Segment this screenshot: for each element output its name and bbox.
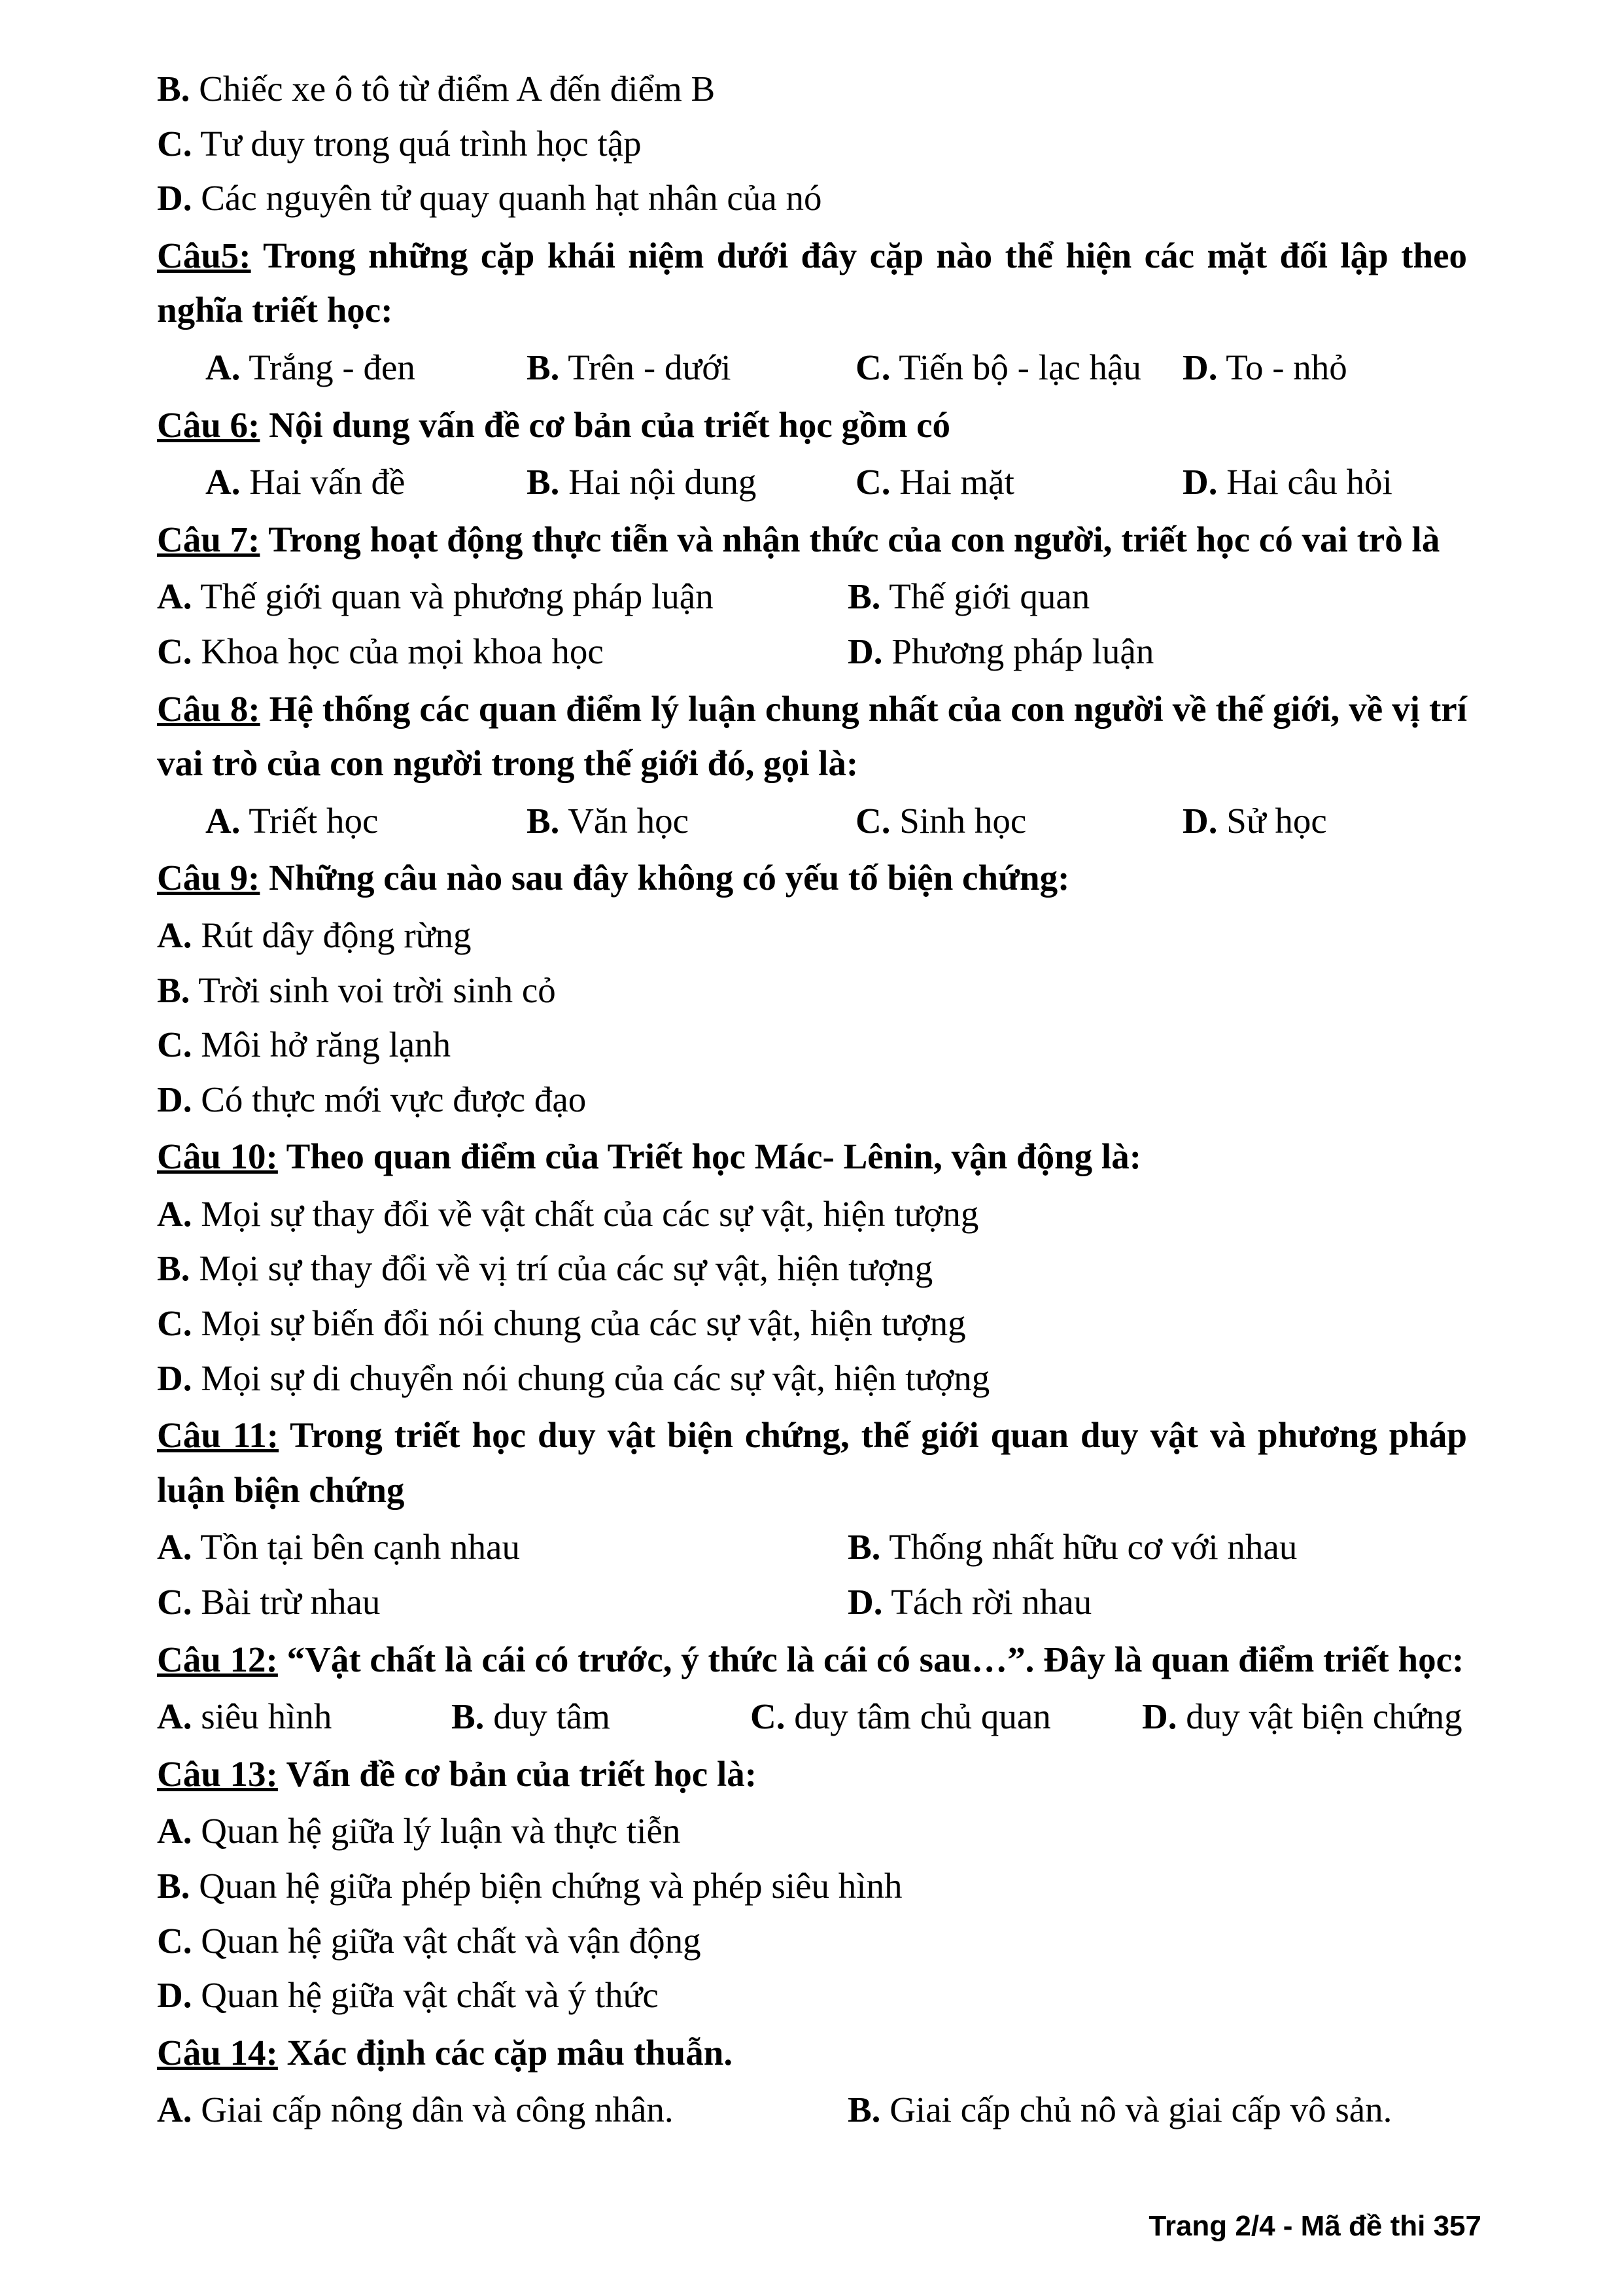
option bbox=[848, 1520, 1467, 1575]
option bbox=[157, 908, 1467, 963]
options-twocol bbox=[157, 2082, 1467, 2137]
option bbox=[451, 1689, 750, 1744]
option-text: Thế giới quan và phương pháp luận bbox=[192, 576, 714, 617]
option-letter: B. bbox=[157, 1248, 190, 1289]
option-text: Quan hệ giữa phép biện chứng và phép siêu hình bbox=[190, 1866, 903, 1906]
option bbox=[1183, 794, 1467, 849]
question-text: Hệ thống các quan điểm lý luận chung nhất của con người về thế giới, về vị trí vai trò của con người trong thế giới đó, gọi là: bbox=[157, 688, 1467, 784]
question-text: Theo quan điểm của Triết học Mác- Lênin, vận động là: bbox=[277, 1136, 1142, 1177]
question bbox=[157, 1408, 1467, 1517]
options-row bbox=[157, 340, 1467, 395]
question-text: “Vật chất là cái có trước, ý thức là cái có sau…”. Đây là quan điểm triết học: bbox=[277, 1639, 1464, 1679]
option-letter: B. bbox=[157, 69, 190, 109]
option-text: Bài trừ nhau bbox=[192, 1582, 381, 1622]
question bbox=[157, 1632, 1467, 1687]
question-text: Những câu nào sau đây không có yếu tố biện chứng: bbox=[260, 858, 1070, 898]
option bbox=[527, 340, 855, 395]
option-letter: B. bbox=[451, 1696, 485, 1737]
options-stacked bbox=[157, 1804, 1467, 2022]
option-text: Môi hở răng lạnh bbox=[192, 1025, 451, 1065]
option-text: Thế giới quan bbox=[880, 576, 1090, 617]
option-letter: C. bbox=[855, 800, 891, 841]
question bbox=[157, 682, 1467, 791]
option bbox=[527, 455, 855, 510]
option-letter: A. bbox=[157, 1193, 192, 1234]
option-letter: A. bbox=[157, 915, 192, 955]
option-text: Chiếc xe ô tô từ điểm A đến điểm B bbox=[190, 69, 716, 109]
option-letter: D. bbox=[848, 631, 883, 671]
option bbox=[157, 1017, 1467, 1072]
question bbox=[157, 1129, 1467, 1184]
options-row bbox=[157, 794, 1467, 849]
option-letter: C. bbox=[157, 1920, 192, 1961]
option-letter: A. bbox=[205, 347, 241, 387]
option bbox=[157, 1804, 1467, 1859]
option-text: To - nhỏ bbox=[1217, 347, 1347, 387]
option-text: Sử học bbox=[1217, 800, 1327, 841]
option bbox=[157, 171, 1467, 226]
question-text: Nội dung vấn đề cơ bản của triết học gồm có bbox=[260, 404, 950, 445]
option bbox=[855, 455, 1183, 510]
option bbox=[750, 1689, 1142, 1744]
question-text: Trong triết học duy vật biện chứng, thế giới quan duy vật và phương pháp luận biện chứng bbox=[157, 1415, 1467, 1510]
option-letter: D. bbox=[157, 1079, 192, 1119]
option-text: Tư duy trong quá trình học tập bbox=[192, 123, 642, 164]
option-letter: D. bbox=[1183, 800, 1218, 841]
option-letter: B. bbox=[527, 462, 560, 502]
option bbox=[157, 569, 848, 624]
question-label: Câu 6: bbox=[157, 404, 260, 445]
option-text: Các nguyên tử quay quanh hạt nhân của nó bbox=[192, 178, 822, 219]
question-label: Câu 11: bbox=[157, 1415, 279, 1456]
option-text: Mọi sự thay đổi về vật chất của các sự vật, hiện tượng bbox=[192, 1193, 979, 1234]
options-stacked bbox=[157, 61, 1467, 226]
question bbox=[157, 2025, 1467, 2080]
option-text: Hai câu hỏi bbox=[1217, 462, 1392, 502]
option-letter: D. bbox=[157, 1975, 192, 2016]
option bbox=[848, 1575, 1467, 1630]
option bbox=[157, 624, 848, 679]
question-text: Xác định các cặp mâu thuẫn. bbox=[277, 2032, 733, 2073]
option bbox=[157, 116, 1467, 171]
option bbox=[157, 1914, 1467, 1969]
option bbox=[855, 794, 1183, 849]
options-row bbox=[157, 455, 1467, 510]
option-letter: D. bbox=[1183, 462, 1218, 502]
option-letter: D. bbox=[1142, 1696, 1177, 1737]
option-text: duy tâm chủ quan bbox=[785, 1696, 1051, 1737]
question-text: Trong hoạt động thực tiễn và nhận thức của con người, triết học có vai trò là bbox=[260, 519, 1440, 559]
option-text: Tồn tại bên cạnh nhau bbox=[192, 1527, 520, 1568]
option bbox=[157, 340, 527, 395]
option-text: Giai cấp chủ nô và giai cấp vô sản. bbox=[880, 2090, 1392, 2130]
page-footer: Trang 2/4 - Mã đề thi 357 bbox=[1149, 2210, 1481, 2242]
question-label: Câu 13: bbox=[157, 1753, 278, 1794]
options-row bbox=[157, 1689, 1467, 1744]
question bbox=[157, 1747, 1467, 1802]
option-letter: B. bbox=[848, 2090, 881, 2130]
option-letter: D. bbox=[157, 178, 192, 219]
question-label: Câu 9: bbox=[157, 858, 260, 898]
option-letter: D. bbox=[1183, 347, 1218, 387]
option bbox=[848, 2082, 1467, 2137]
option-letter: C. bbox=[157, 1025, 192, 1065]
option-letter: C. bbox=[157, 1303, 192, 1344]
question bbox=[157, 850, 1467, 905]
option-text: Trên - dưới bbox=[559, 347, 731, 387]
option-text: Tách rời nhau bbox=[882, 1582, 1092, 1622]
question-label: Câu 10: bbox=[157, 1136, 278, 1177]
option-text: Giai cấp nông dân và công nhân. bbox=[192, 2090, 674, 2130]
options-stacked bbox=[157, 908, 1467, 1127]
option bbox=[157, 1859, 1467, 1914]
option bbox=[848, 569, 1467, 624]
option bbox=[157, 1296, 1467, 1351]
option-letter: A. bbox=[205, 462, 241, 502]
option-letter: D. bbox=[848, 1582, 883, 1622]
option-text: Văn học bbox=[559, 800, 689, 841]
question-text: Vấn đề cơ bản của triết học là: bbox=[277, 1753, 757, 1794]
option bbox=[1183, 340, 1467, 395]
option-text: Hai nội dung bbox=[559, 462, 757, 502]
option-letter: A. bbox=[157, 576, 192, 617]
option-text: duy vật biện chứng bbox=[1177, 1696, 1462, 1737]
option bbox=[848, 624, 1467, 679]
option-letter: C. bbox=[855, 347, 891, 387]
option-letter: C. bbox=[157, 1582, 192, 1622]
option bbox=[157, 794, 527, 849]
option-text: Hai vấn đề bbox=[240, 462, 406, 502]
option-text: Phương pháp luận bbox=[882, 631, 1154, 671]
option bbox=[157, 1351, 1467, 1406]
option-text: duy tâm bbox=[484, 1696, 610, 1737]
question-label: Câu 8: bbox=[157, 688, 260, 729]
option bbox=[1183, 455, 1467, 510]
option bbox=[157, 2082, 848, 2137]
question bbox=[157, 228, 1467, 338]
option-text: siêu hình bbox=[192, 1696, 332, 1737]
option-text: Sinh học bbox=[890, 800, 1027, 841]
option bbox=[157, 963, 1467, 1018]
option bbox=[157, 61, 1467, 116]
option bbox=[157, 1241, 1467, 1296]
option-letter: D. bbox=[157, 1358, 192, 1398]
option bbox=[855, 340, 1183, 395]
option-text: Mọi sự di chuyển nói chung của các sự vật, hiện tượng bbox=[192, 1358, 990, 1398]
option-text: Tiến bộ - lạc hậu bbox=[890, 347, 1141, 387]
question-label: Câu 12: bbox=[157, 1639, 278, 1679]
option-letter: B. bbox=[527, 800, 560, 841]
option bbox=[527, 794, 855, 849]
option-text: Triết học bbox=[240, 800, 379, 841]
option-text: Quan hệ giữa vật chất và vận động bbox=[192, 1920, 701, 1961]
option-letter: C. bbox=[855, 462, 891, 502]
option-letter: C. bbox=[750, 1696, 786, 1737]
option-letter: B. bbox=[848, 576, 881, 617]
option-letter: A. bbox=[157, 1527, 192, 1568]
options-twocol bbox=[157, 569, 1467, 678]
question-label: Câu 14: bbox=[157, 2032, 278, 2073]
option bbox=[157, 1072, 1467, 1127]
option-letter: A. bbox=[157, 1696, 192, 1737]
option-text: Hai mặt bbox=[890, 462, 1014, 502]
option bbox=[157, 1968, 1467, 2023]
option bbox=[157, 1689, 451, 1744]
question-label: Câu 7: bbox=[157, 519, 260, 559]
question-text: Trong những cặp khái niệm dưới đây cặp nào thể hiện các mặt đối lập theo nghĩa triết học: bbox=[157, 235, 1467, 330]
option-text: Trời sinh voi trời sinh cỏ bbox=[190, 970, 556, 1010]
option bbox=[157, 1520, 848, 1575]
content bbox=[157, 61, 1467, 2137]
option-text: Thống nhất hữu cơ với nhau bbox=[880, 1527, 1298, 1568]
option bbox=[157, 1187, 1467, 1242]
option-letter: C. bbox=[157, 631, 192, 671]
option-letter: A. bbox=[157, 2090, 192, 2130]
option bbox=[1142, 1689, 1467, 1744]
question bbox=[157, 398, 1467, 453]
option-letter: A. bbox=[157, 1811, 192, 1851]
option-letter: B. bbox=[157, 970, 190, 1010]
option-text: Có thực mới vực được đạo bbox=[192, 1079, 587, 1119]
option-letter: B. bbox=[848, 1527, 881, 1568]
option bbox=[157, 1575, 848, 1630]
option-letter: B. bbox=[157, 1866, 190, 1906]
option bbox=[157, 455, 527, 510]
option-text: Mọi sự thay đổi về vị trí của các sự vật, hiện tượng bbox=[190, 1248, 933, 1289]
option-letter: B. bbox=[527, 347, 560, 387]
option-letter: C. bbox=[157, 123, 192, 164]
options-twocol bbox=[157, 1520, 1467, 1629]
options-stacked bbox=[157, 1187, 1467, 1405]
option-text: Quan hệ giữa lý luận và thực tiễn bbox=[192, 1811, 681, 1851]
option-text: Mọi sự biến đổi nói chung của các sự vật, hiện tượng bbox=[192, 1303, 966, 1344]
option-text: Khoa học của mọi khoa học bbox=[192, 631, 604, 671]
option-letter: A. bbox=[205, 800, 241, 841]
option-text: Quan hệ giữa vật chất và ý thức bbox=[192, 1975, 659, 2016]
question-label: Câu5: bbox=[157, 235, 251, 275]
question bbox=[157, 512, 1467, 567]
option-text: Trắng - đen bbox=[240, 347, 415, 387]
option-text: Rút dây động rừng bbox=[192, 915, 472, 955]
